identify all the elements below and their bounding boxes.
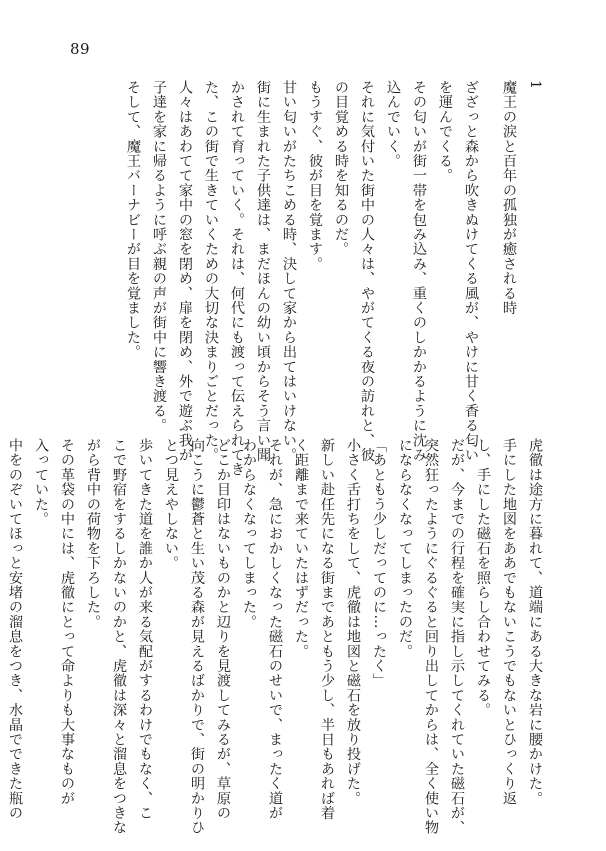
lower-text-block <box>0 438 548 835</box>
text-line <box>0 438 2 794</box>
text-line: こで野宿をするしかないのかと、虎徹は深々と溜息をつきな <box>111 438 127 835</box>
text-line: 入っていた。 <box>33 438 49 527</box>
text-line: がら背中の荷物を下ろした。 <box>85 438 101 630</box>
text-line: 「あともう少しだってのに…ったく」 <box>371 438 387 688</box>
text-line: だが、今までの行程を確実に指し示してくれていた磁石が、 <box>449 438 465 835</box>
page-number: 89 <box>70 40 91 58</box>
story-title: 魔王の涙と百年の孤独が癒される時 <box>501 80 517 316</box>
text-line: どこか目印はないものかと辺りを見渡してみるが、草原の <box>215 438 231 821</box>
text-line: 歩いてきた道を誰か人が来る気配がするわけでもなく、こ <box>137 438 153 821</box>
text-line: 虎徹は途方に暮れて、道端にある大きな岩に腰かけた。 <box>527 438 543 806</box>
text-line: もうすぐ、彼が目を覚ます。 <box>307 80 323 272</box>
section-number: 1 <box>527 80 543 90</box>
text-line: ざざっと森から吹きぬけてくる風が、やけに甘く香る匂い <box>463 80 479 463</box>
text-line: それが、急におかしくなった磁石のせいで、まったく道が <box>267 438 283 821</box>
text-line: 中をのぞいてほっと安堵の溜息をつき、水晶でできた瓶の <box>7 438 23 821</box>
text-line: 小さく舌打ちをして、虎徹は地図と磁石を放り投げた。 <box>345 438 361 806</box>
text-line: 手にした地図をああでもないこうでもないとひっくり返 <box>501 438 517 806</box>
text-line: かされて育っていく。それは、何代にも渡って伝えられてき <box>229 80 245 477</box>
text-line: 込んでいく。 <box>385 80 401 169</box>
text-line: とつ見えやしない。 <box>163 438 179 571</box>
text-line: の目覚める時を知るのだ。 <box>333 80 349 257</box>
text-line: そして、魔王バーナビーが目を覚ました。 <box>125 80 141 360</box>
text-line: わからなくなってしまった。 <box>241 438 257 630</box>
text-line: を運んでくる。 <box>437 80 453 183</box>
text-line: にならなくなってしまったのだ。 <box>397 438 413 659</box>
text-line: 新しい赴任先になる街まであともう少し、半日もあれば着 <box>319 438 335 821</box>
lower-paragraphs <box>0 438 548 835</box>
text-line: それに気付いた街中の人々は、やがてくる夜の訪れと、彼 <box>359 80 375 463</box>
text-line: 街に生まれた子供達は、まだほんの幼い頃からそう言い聞 <box>255 80 271 463</box>
upper-paragraphs <box>120 80 484 477</box>
text-line: し、手にした磁石を照らし合わせてみる。 <box>475 438 491 718</box>
text-line: その匂いが街一帯を包み込み、重くのしかかるように沈み <box>411 80 427 463</box>
text-line: その革袋の中には、虎徹にとって命よりも大事なものが <box>59 438 75 806</box>
text-line: 向こうに鬱蒼と生い茂る森が見えるばかりで、街の明かりひ <box>189 438 205 835</box>
text-line: 子達を家に帰るように呼ぶ親の声が街中に響き渡る。 <box>151 80 167 433</box>
text-line: 甘い匂いがたちこめる時、決して家から出てはいけない。 <box>281 80 297 463</box>
text-line: た、この街で生きていくための大切な決まりごとだった。 <box>203 80 219 463</box>
text-line: 突然狂ったようにぐるぐると回り出してからは、全く使い物 <box>423 438 439 835</box>
upper-text-block <box>120 80 548 477</box>
text-line: 人々はあわてて家中の窓を閉め、扉を閉め、外で遊ぶ我が <box>177 80 193 463</box>
text-line: く距離まで来ていたはずだった。 <box>293 438 309 659</box>
